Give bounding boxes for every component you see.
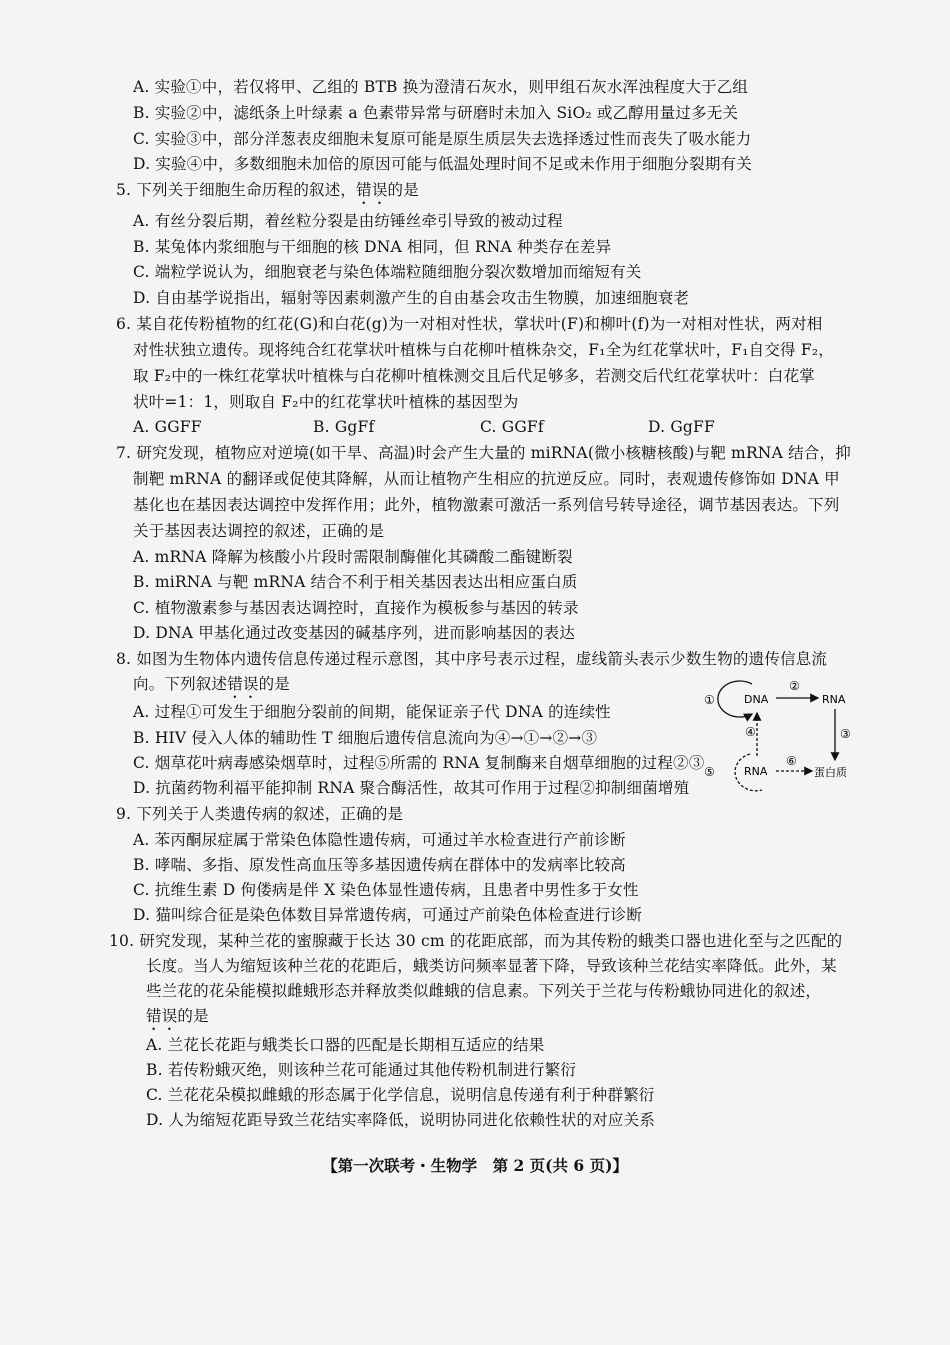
- q10-stem-line-4: 错误的是: [146, 1007, 209, 1025]
- emphasis-word: 错误: [356, 181, 388, 199]
- genetic-information-flow-diagram: [700, 676, 870, 796]
- q7-option-c: C. 植物激素参与基因表达调控时，直接作为模板参与基因的转录: [133, 599, 579, 617]
- q7-stem-line-3: 基化也在基因表达调控中发挥作用；此外，植物激素可激活一系列信号转导途径，调节基因表达。下列: [133, 496, 840, 514]
- emphasis-word: 错误: [146, 1007, 178, 1025]
- q9-stem: 9. 下列关于人类遗传病的叙述，正确的是: [116, 805, 404, 823]
- q6-option-d: D. GgFF: [648, 418, 715, 436]
- q8-option-d: D. 抗菌药物利福平能抑制 RNA 聚合酶活性，故其可作用于过程②抑制细菌增殖: [133, 779, 690, 797]
- process-5-label: ⑤: [704, 765, 715, 779]
- page-footer: 【第一次联考・生物学 第 2 页(共 6 页)】: [322, 1156, 628, 1175]
- q10-option-b: B. 若传粉蛾灭绝，则该种兰花可能通过其他传粉机制进行繁衍: [146, 1061, 577, 1079]
- q4-option-b: B. 实验②中，滤纸条上叶绿素 a 色素带异常与研磨时未加入 SiO₂ 或乙醇用量过多无关: [133, 104, 739, 122]
- q10-option-d: D. 人为缩短花距导致兰花结实率降低，说明协同进化依赖性状的对应关系: [146, 1111, 656, 1129]
- process-2-label: ②: [789, 679, 800, 693]
- process-3-label: ③: [840, 727, 851, 741]
- q6-option-b: B. GgFf: [313, 418, 375, 436]
- process-6-label: ⑥: [786, 754, 797, 768]
- q10-stem-line-1: 10. 研究发现，某种兰花的蜜腺藏于长达 30 cm 的花距底部，而为其传粉的蛾类口器也进化至与之匹配的: [109, 932, 843, 950]
- q8-option-c: C. 烟草花叶病毒感染烟草时，过程⑤所需的 RNA 复制酶来自烟草细胞的过程②③: [133, 754, 705, 772]
- q10-stem-line-3: 些兰花的花朵能模拟雌蛾形态并释放类似雌蛾的信息素。下列关于兰花与传粉蛾协同进化的叙述，: [146, 982, 822, 1000]
- q7-stem-line-2: 制靶 mRNA 的翻译或促使其降解，从而让植物产生相应的抗逆反应。同时，表观遗传修饰如 DNA 甲: [133, 470, 840, 488]
- q7-stem-line-1: 7. 研究发现，植物应对逆境(如干旱、高温)时会产生大量的 miRNA(微小核糖核酸)与靶 mRNA 结合，抑: [116, 444, 851, 462]
- q9-option-d: D. 猫叫综合征是染色体数目异常遗传病，可通过产前染色体检查进行诊断: [133, 906, 643, 924]
- q6-stem-line-3: 取 F₂中的一株红花掌状叶植株与白花柳叶植株测交且后代足够多，若测交后代红花掌状叶：白花掌: [133, 367, 815, 385]
- q6-stem-line-4: 状叶=1：1，则取自 F₂中的红花掌状叶植株的基因型为: [133, 393, 519, 411]
- q4-option-c: C. 实验③中，部分洋葱表皮细胞未复原可能是原生质层失去选择透过性而丧失了吸水能力: [133, 130, 752, 148]
- q8-stem-line-1: 8. 如图为生物体内遗传信息传递过程示意图，其中序号表示过程，虚线箭头表示少数生物的遗传信息流: [116, 650, 828, 668]
- q8-option-a: A. 过程①可发生于细胞分裂前的间期，能保证亲子代 DNA 的连续性: [133, 703, 611, 721]
- q7-option-b: B. miRNA 与靶 mRNA 结合不利于相关基因表达出相应蛋白质: [133, 573, 578, 591]
- q8-option-b: B. HIV 侵入人体的辅助性 T 细胞后遗传信息流向为④→①→②→③: [133, 729, 598, 747]
- q6-stem-line-1: 6. 某自花传粉植物的红花(G)和白花(g)为一对相对性状，掌状叶(F)和柳叶(f)为一对相对性状，两对相: [116, 315, 823, 333]
- q10-option-a: A. 兰花长花距与蛾类长口器的匹配是长期相互适应的结果: [146, 1036, 545, 1054]
- q9-option-c: C. 抗维生素 D 佝偻病是伴 X 染色体显性遗传病，且患者中男性多于女性: [133, 881, 639, 899]
- q8-stem-line-2: 向。下列叙述错误的是: [133, 675, 291, 693]
- q9-option-a: A. 苯丙酮尿症属于常染色体隐性遗传病，可通过羊水检查进行产前诊断: [133, 831, 626, 849]
- process-4-label: ④: [745, 725, 756, 739]
- q5-option-b: B. 某兔体内浆细胞与干细胞的核 DNA 相同，但 RNA 种类存在差异: [133, 238, 612, 256]
- process-1-label: ①: [704, 693, 715, 707]
- q5-stem: 5. 下列关于细胞生命历程的叙述，错误的是: [116, 181, 419, 199]
- q7-option-d: D. DNA 甲基化通过改变基因的碱基序列，进而影响基因的表达: [133, 624, 576, 642]
- q5-option-a: A. 有丝分裂后期，着丝粒分裂是由纺锤丝牵引导致的被动过程: [133, 212, 563, 230]
- q5-option-d: D. 自由基学说指出，辐射等因素刺激产生的自由基会攻击生物膜，加速细胞衰老: [133, 289, 690, 307]
- emphasis-word: 错误: [227, 675, 259, 693]
- q7-stem-line-4: 关于基因表达调控的叙述，正确的是: [133, 522, 385, 540]
- protein-node-label: 蛋白质: [814, 766, 847, 779]
- rna-bottom-node-label: RNA: [744, 765, 768, 778]
- q10-stem-line-2: 长度。当人为缩短该种兰花的花距后，蛾类访问频率显著下降，导致该种兰花结实率降低。此外，某: [146, 957, 837, 975]
- q4-option-d: D. 实验④中，多数细胞未加倍的原因可能与低温处理时间不足或未作用于细胞分裂期有关: [133, 155, 752, 173]
- q6-option-c: C. GGFf: [480, 418, 544, 436]
- q4-option-a: A. 实验①中，若仅将甲、乙组的 BTB 换为澄清石灰水，则甲组石灰水浑浊程度大于乙组: [133, 78, 749, 96]
- q5-option-c: C. 端粒学说认为，细胞衰老与染色体端粒随细胞分裂次数增加而缩短有关: [133, 263, 642, 281]
- q6-stem-line-2: 对性状独立遗传。现将纯合红花掌状叶植株与白花柳叶植株杂交，F₁全为红花掌状叶，F₁自交得 F₂，: [133, 341, 834, 359]
- dna-node-label: DNA: [744, 693, 769, 706]
- rna-top-node-label: RNA: [822, 693, 846, 706]
- q9-option-b: B. 哮喘、多指、原发性高血压等多基因遗传病在群体中的发病率比较高: [133, 856, 626, 874]
- q10-option-c: C. 兰花花朵模拟雌蛾的形态属于化学信息，说明信息传递有利于种群繁衍: [146, 1086, 655, 1104]
- q6-option-a: A. GGFF: [133, 418, 202, 436]
- q7-option-a: A. mRNA 降解为核酸小片段时需限制酶催化其磷酸二酯键断裂: [133, 548, 573, 566]
